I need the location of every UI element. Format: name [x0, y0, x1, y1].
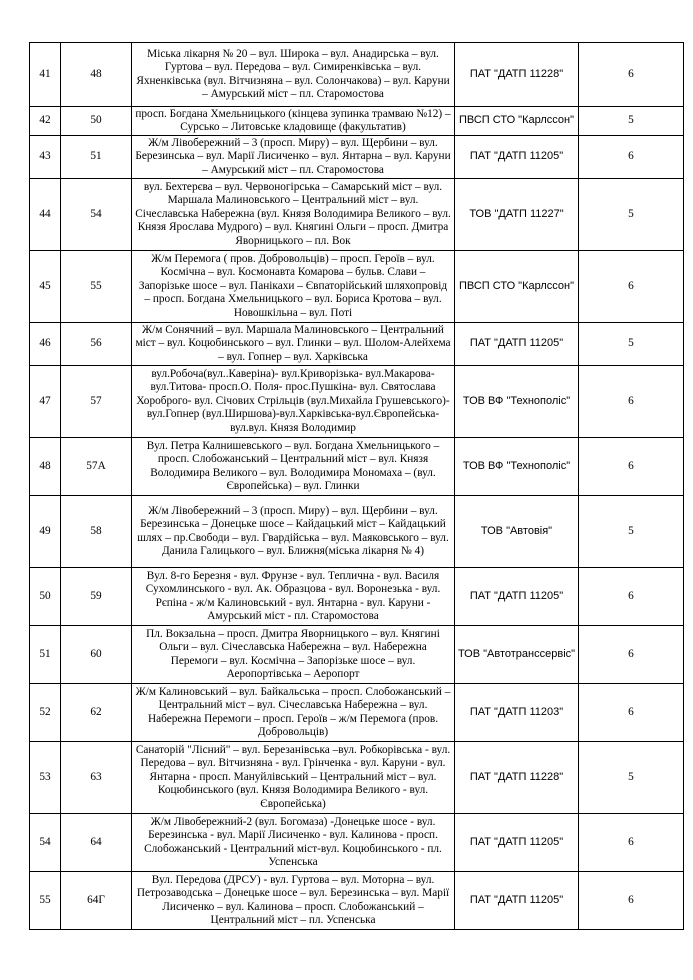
vehicle-count: 6 — [579, 872, 684, 930]
carrier: ПАТ "ДАТП 11205" — [455, 136, 579, 179]
table-row — [30, 626, 684, 684]
routes-table — [29, 42, 684, 930]
carrier: ПАТ "ДАТП 11203" — [455, 684, 579, 742]
route-path: Ж/м Лівобережний-2 (вул. Богомаза) -Донецьке шосе - вул. Березинська - вул. Марії Лисиченко - вул. Калинова - просп. Слобожанський - Центральний міст-вул. Коцюбинського - пл. Успенська — [132, 814, 455, 872]
table-row — [30, 136, 684, 179]
vehicle-count: 5 — [579, 496, 684, 568]
carrier: ПАТ "ДАТП 11228" — [455, 43, 579, 107]
vehicle-count: 5 — [579, 323, 684, 366]
row-number: 44 — [30, 179, 61, 251]
vehicle-count: 6 — [579, 684, 684, 742]
vehicle-count: 6 — [579, 43, 684, 107]
vehicle-count: 6 — [579, 366, 684, 438]
route-number: 55 — [61, 251, 132, 323]
carrier: ПАТ "ДАТП 11205" — [455, 814, 579, 872]
route-number: 56 — [61, 323, 132, 366]
vehicle-count: 5 — [579, 742, 684, 814]
route-number: 59 — [61, 568, 132, 626]
vehicle-count: 6 — [579, 438, 684, 496]
route-number: 50 — [61, 107, 132, 136]
row-number: 43 — [30, 136, 61, 179]
route-number: 54 — [61, 179, 132, 251]
table-row — [30, 496, 684, 568]
table-row — [30, 43, 684, 107]
carrier: ПАТ "ДАТП 11205" — [455, 568, 579, 626]
row-number: 45 — [30, 251, 61, 323]
table-row — [30, 814, 684, 872]
row-number: 53 — [30, 742, 61, 814]
table-row — [30, 179, 684, 251]
vehicle-count: 6 — [579, 626, 684, 684]
route-number: 51 — [61, 136, 132, 179]
row-number: 55 — [30, 872, 61, 930]
route-path: Ж/м Сонячний – вул. Маршала Малиновського – Центральний міст – вул. Коцюбинського – вул. Глинки – вул. Шолом-Алейхема – вул. Гопнер – вул. Харківська — [132, 323, 455, 366]
carrier: ПАТ "ДАТП 11205" — [455, 323, 579, 366]
table-row — [30, 366, 684, 438]
carrier: ПВСП СТО "Карлссон" — [455, 107, 579, 136]
route-path: Санаторій "Лісний" – вул. Березанівська –вул. Робкорівська - вул. Передова – вул. Вітчизняна - вул. Грінченка - вул. Каруни - вул. Янтарна - просп. Мануйлівський – Центральний міст – вул. Коцюбинського (вул. Князя Володимира Великого - вул. Європейська) — [132, 742, 455, 814]
carrier: ПВСП СТО "Карлссон" — [455, 251, 579, 323]
row-number: 49 — [30, 496, 61, 568]
route-path: Ж/м Перемога ( пров. Добровольців) – просп. Героїв – вул. Космічна – вул. Космонавта Комарова – бульв. Слави – Запорізьке шосе – вул. Панікахи – Євпаторійський шляхопровід – просп. Богдана Хмельницького – вул. Бориса Кротова – вул. Новошкільна – вул. Поті — [132, 251, 455, 323]
route-path: Вул. Петра Калнишевського – вул. Богдана Хмельницького – просп. Слобожанський – Центральний міст – вул. Князя Володимира Великого – вул. Володимира Мономаха – (вул. Європейська) – вул. Глинки — [132, 438, 455, 496]
table-row — [30, 568, 684, 626]
vehicle-count: 6 — [579, 136, 684, 179]
table-row — [30, 742, 684, 814]
route-path: просп. Богдана Хмельницького (кінцева зупинка трамваю №12) – Сурсько – Литовське кладовище (факультатив) — [132, 107, 455, 136]
carrier: ТОВ ВФ "Технополіс" — [455, 366, 579, 438]
route-number: 57А — [61, 438, 132, 496]
route-number: 57 — [61, 366, 132, 438]
carrier: ПАТ "ДАТП 11205" — [455, 872, 579, 930]
route-path: вул. Бехтерєва – вул. Червоногірська – Самарський міст – вул. Маршала Малиновського – Центральний міст – вул. Січеславська Набережна (вул. Князя Володимира Великого – вул. Князя Ярослава Мудрого) – вул. Княгині Ольги – просп. Дмитра Яворницького – пл. Вок — [132, 179, 455, 251]
route-number: 63 — [61, 742, 132, 814]
carrier: ТОВ "Автовія" — [455, 496, 579, 568]
route-path: Вул. 8-го Березня - вул. Фрунзе - вул. Теплична - вул. Василя Сухомлинського - вул. Ак. Образцова - вул. Воронезька - вул. Рєпіна - ж/м Калиновський - вул. Янтарна - вул. Каруни - Амурський міст - пл. Старомостова — [132, 568, 455, 626]
route-path: Міська лікарня № 20 – вул. Широка – вул. Анадирська – вул. Гуртова – вул. Передова – вул. Симиренківська – вул. Яхненківська (вул. Вітчизняна – вул. Солончакова) – вул. Каруни – Амурський міст – пл. Старомостова — [132, 43, 455, 107]
route-number: 60 — [61, 626, 132, 684]
route-path: Ж/м Лівобережний – 3 (просп. Миру) – вул. Щербини – вул. Березинська – Донецьке шосе – Кайдацький міст – Кайдацький шлях – пр.Свободи – вул. Гвардійська – вул. Маяковського – вул. Данила Галицького – вул. Ближня(міська лікарня № 4) — [132, 496, 455, 568]
vehicle-count: 6 — [579, 251, 684, 323]
route-path: Ж/м Лівобережний – 3 (просп. Миру) – вул. Щербини – вул. Березинська – вул. Марії Лисиченко – вул. Янтарна – вул. Каруни – Амурський міст – пл. Старомостова — [132, 136, 455, 179]
row-number: 42 — [30, 107, 61, 136]
route-number: 48 — [61, 43, 132, 107]
row-number: 41 — [30, 43, 61, 107]
table-row — [30, 323, 684, 366]
route-path: вул.Робоча(вул..Каверіна)- вул.Криворізька- вул.Макарова-вул.Титова- просп.О. Поля- прос.Пушкіна- вул. Святослава Хороброго- вул. Січових Стрільців (вул.Михайла Грушевського)- вул.Гопнер (вул.Ширшова)-вул.Харківська-вул.Європейська-вул.вул. Князя Володимир — [132, 366, 455, 438]
route-number: 64Г — [61, 872, 132, 930]
row-number: 54 — [30, 814, 61, 872]
carrier: ТОВ ВФ "Технополіс" — [455, 438, 579, 496]
table-row — [30, 684, 684, 742]
row-number: 48 — [30, 438, 61, 496]
table-row — [30, 438, 684, 496]
vehicle-count: 5 — [579, 107, 684, 136]
row-number: 47 — [30, 366, 61, 438]
route-path: Ж/м Калиновський – вул. Байкальська – просп. Слобожанський – Центральний міст – вул. Січеславська Набережна – вул. Набережна Перемоги – просп. Героїв – ж/м Перемога (пров. Добровольців) — [132, 684, 455, 742]
table-row — [30, 251, 684, 323]
route-path: Пл. Вокзальна – просп. Дмитра Яворницького – вул. Княгині Ольги – вул. Січеславська Набережна – вул. Набережна Перемоги – вул. Космічна – Запорізьке шосе – вул. Аеропортівська – Аеропорт — [132, 626, 455, 684]
route-number: 64 — [61, 814, 132, 872]
table-row — [30, 872, 684, 930]
vehicle-count: 6 — [579, 568, 684, 626]
row-number: 52 — [30, 684, 61, 742]
route-number: 62 — [61, 684, 132, 742]
route-number: 58 — [61, 496, 132, 568]
vehicle-count: 6 — [579, 814, 684, 872]
table-row — [30, 107, 684, 136]
vehicle-count: 5 — [579, 179, 684, 251]
carrier: ТОВ "ДАТП 11227" — [455, 179, 579, 251]
row-number: 46 — [30, 323, 61, 366]
row-number: 50 — [30, 568, 61, 626]
carrier: ТОВ "Автотранссервіс" — [455, 626, 579, 684]
row-number: 51 — [30, 626, 61, 684]
carrier: ПАТ "ДАТП 11228" — [455, 742, 579, 814]
route-path: Вул. Передова (ДРСУ) - вул. Гуртова – вул. Моторна – вул. Петрозаводська – Донецьке шосе – вул. Березинська – вул. Марії Лисиченко – вул. Калинова – просп. Слобожанський – Центральний міст – пл. Успенська — [132, 872, 455, 930]
